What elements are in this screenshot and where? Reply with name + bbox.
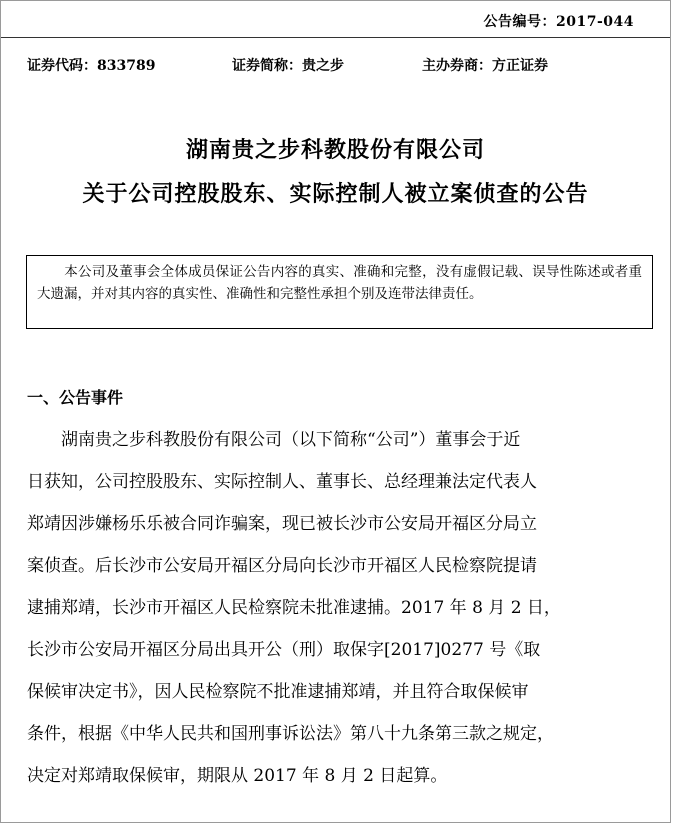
section-body (27, 419, 639, 797)
body-line: 条件，根据《中华人民共和国刑事诉讼法》第八十九条第三款之规定， (27, 724, 554, 744)
sponsor-broker: 主办券商：方正证券 (422, 58, 548, 74)
body-line: 保候审决定书》，因人民检察院不批准逮捕郑靖，并且符合取保候审 (27, 682, 529, 702)
header-divider (1, 37, 670, 38)
notice-text: 本公司及董事会全体成员保证公告内容的真实、准确和完整，没有虚假记载、误导性陈述或者重大遗漏，并对其内容的真实性、准确性和完整性承担个别及连带法律责任。 (37, 264, 642, 302)
body-line: 湖南贵之步科教股份有限公司（以下简称“公司”）董事会于近 (61, 430, 521, 450)
body-line: 逮捕郑靖，长沙市开福区人民检察院未批准逮捕。2017 年 8 月 2 日， (27, 598, 561, 618)
body-line: 郑靖因涉嫌杨乐乐被合同诈骗案，现已被长沙市公安局开福区分局立 (27, 514, 537, 534)
board-guarantee-notice (26, 255, 653, 329)
body-line: 长沙市公安局开福区分局出具开公（刑）取保字[2017]0277 号《取 (27, 640, 541, 660)
body-line: 决定对郑靖取保候审，期限从 2017 年 8 月 2 日起算。 (27, 766, 448, 786)
security-code: 证券代码：833789 (27, 58, 156, 74)
announcement-title: 关于公司控股股东、实际控制人被立案侦查的公告 (82, 181, 589, 207)
security-name: 证券简称：贵之步 (232, 58, 344, 74)
section-heading: 一、公告事件 (27, 388, 124, 407)
body-line: 案侦查。后长沙市公安局开福区分局向长沙市开福区人民检察院提请 (27, 556, 537, 576)
body-line: 日获知，公司控股股东、实际控制人、董事长、总经理兼法定代表人 (27, 472, 537, 492)
company-title: 湖南贵之步科教股份有限公司 (185, 137, 485, 163)
announcement-number: 公告编号：2017-044 (483, 14, 634, 30)
